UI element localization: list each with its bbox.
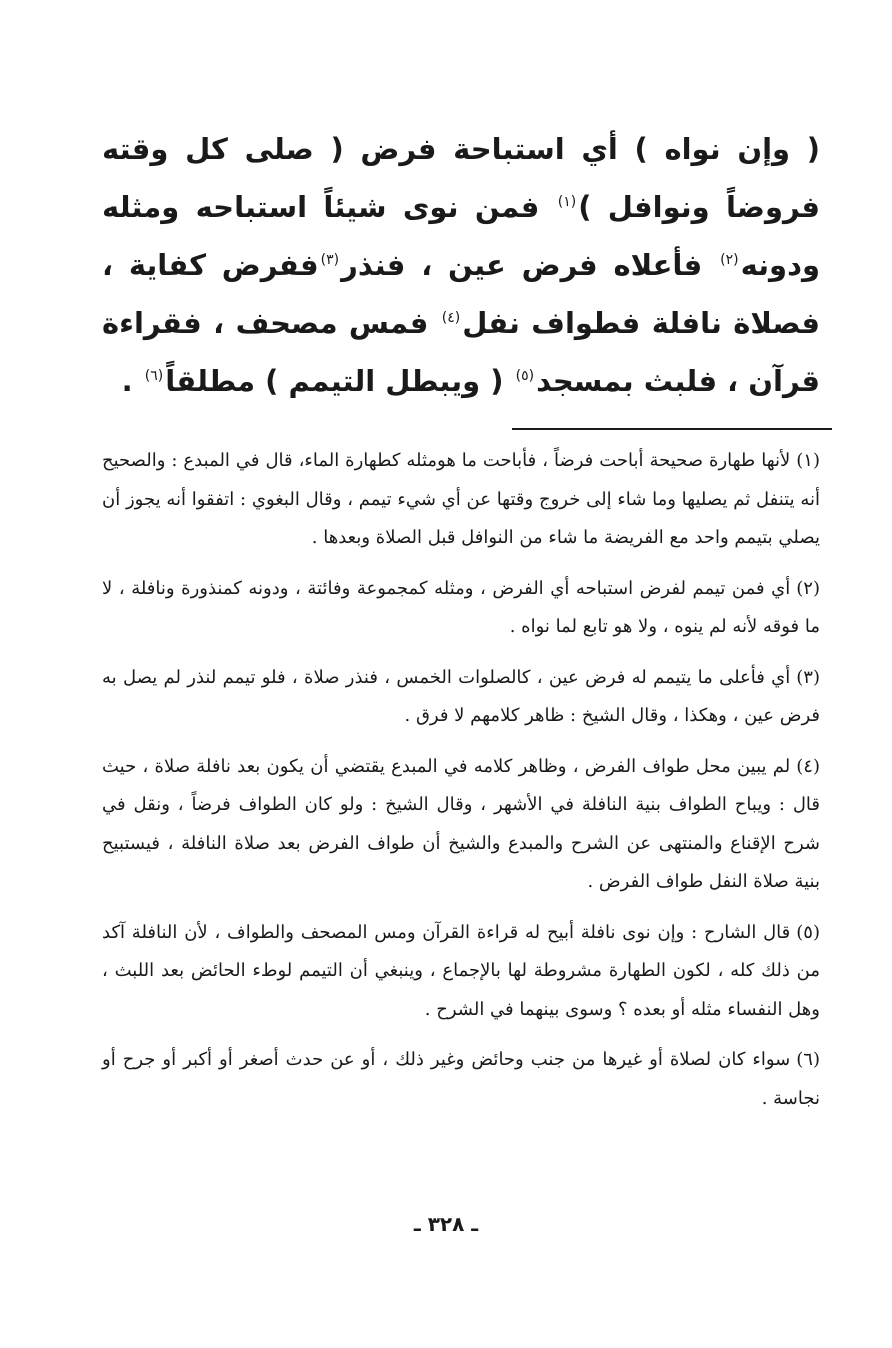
footnote-number: (١) [796, 450, 820, 471]
main-text-segment: ( وإن نواه ) أي استباحة فرض ( صلى كل وقته فروضاً ونوافل ) [102, 132, 820, 224]
page-number: ـ ٣٢٨ ـ [413, 1212, 479, 1236]
footnote-ref-6: (٦) [144, 368, 164, 385]
footnote-divider [512, 428, 832, 430]
footnote-number: (٣) [796, 666, 820, 688]
footnote-text: لم يبين محل طواف الفرض ، وظاهر كلامه في المبدع يقتضي أن يكون بعد نافلة صلاة ، حيث قال : ويباح الطواف بنية النافلة في الأشهر ، وقال الشيخ : ولو كان الطواف فرضاً ، ونقل في شرح الإقناع والمنتهى عن الشرح والمبدع والشيخ أن طواف الفرض بعد صلاة النافلة ، فيستبيح بنية صلاة النفل طواف الفرض . [102, 755, 820, 892]
footnote-6 [102, 1041, 820, 1118]
footnote-ref-5: (٥) [515, 368, 535, 385]
main-paragraph [102, 120, 820, 410]
footnote-number: (٢) [796, 577, 820, 599]
main-text-block [102, 120, 820, 410]
main-text-segment: فأعلاه فرض عين ، فنذر [341, 248, 719, 282]
footnote-number: (٥) [796, 921, 820, 943]
footnote-text: أي فأعلى ما يتيمم له فرض عين ، كالصلوات الخمس ، فنذر صلاة ، فلو تيمم لنذر لم يصل به فرض عين ، وهكذا ، وقال الشيخ : ظاهر كلامهم لا فرق . [102, 666, 820, 726]
main-text-segment: ففرض كفاية ، فصلاة نافلة فطواف نفل [102, 248, 820, 340]
footnote-4 [102, 748, 820, 902]
main-text-segment: ( ويبطل التيمم ) مطلقاً [165, 364, 514, 398]
main-text-segment: فمس مصحف ، فقراءة قرآن ، فلبث بمسجد [102, 306, 820, 398]
footnote-number: (٤) [796, 755, 820, 777]
footnote-ref-2: (٢) [720, 252, 739, 269]
footnote-2 [102, 570, 820, 647]
footnote-ref-1: (١) [557, 194, 577, 211]
footnote-number: (٦) [796, 1049, 820, 1070]
footnote-ref-4: (٤) [441, 310, 461, 327]
footnote-3 [102, 659, 820, 736]
footnotes-section [102, 442, 820, 1130]
main-text-segment: . [121, 364, 143, 398]
main-text-segment: فمن نوى شيئاً استباحه ومثله ودونه [102, 190, 820, 282]
footnote-ref-3: (٣) [320, 252, 340, 269]
footnote-text: سواء كان لصلاة أو غيرها من جنب وحائض وغير ذلك ، أو عن حدث أصغر أو أكبر أو جرح أو نجاسة . [102, 1049, 820, 1109]
footnote-text: أي فمن تيمم لفرض استباحه أي الفرض ، ومثله كمجموعة وفائتة ، ودونه كمنذورة ونافلة ، لا ما فوقه لأنه لم ينوه ، ولا هو تابع لما نواه . [102, 577, 820, 637]
footnote-text: لأنها طهارة صحيحة أباحت فرضاً ، فأباحت ما هومثله كطهارة الماء، قال في المبدع : والصحيح أنه يتنفل ثم يصليها وما شاء إلى خروج وقتها عن أي شيء تيمم ، وقال البغوي : اتفقوا أنه يجوز أن يصلي بتيمم واحد مع الفريضة ما شاء من النوافل قبل الصلاة وبعدها . [102, 450, 820, 548]
footnote-text: قال الشارح : وإن نوى نافلة أبيح له قراءة القرآن ومس المصحف والطواف ، لأن النافلة آكد من ذلك كله ، لكون الطهارة مشروطة لها بالإجماع ، وينبغي أن التيمم لوطء الحائض بعد اللبث ، وهل النفساء مثله أو بعده ؟ وسوى بينهما في الشرح . [102, 921, 820, 1020]
footnote-1 [102, 442, 820, 558]
footnote-5 [102, 914, 820, 1030]
